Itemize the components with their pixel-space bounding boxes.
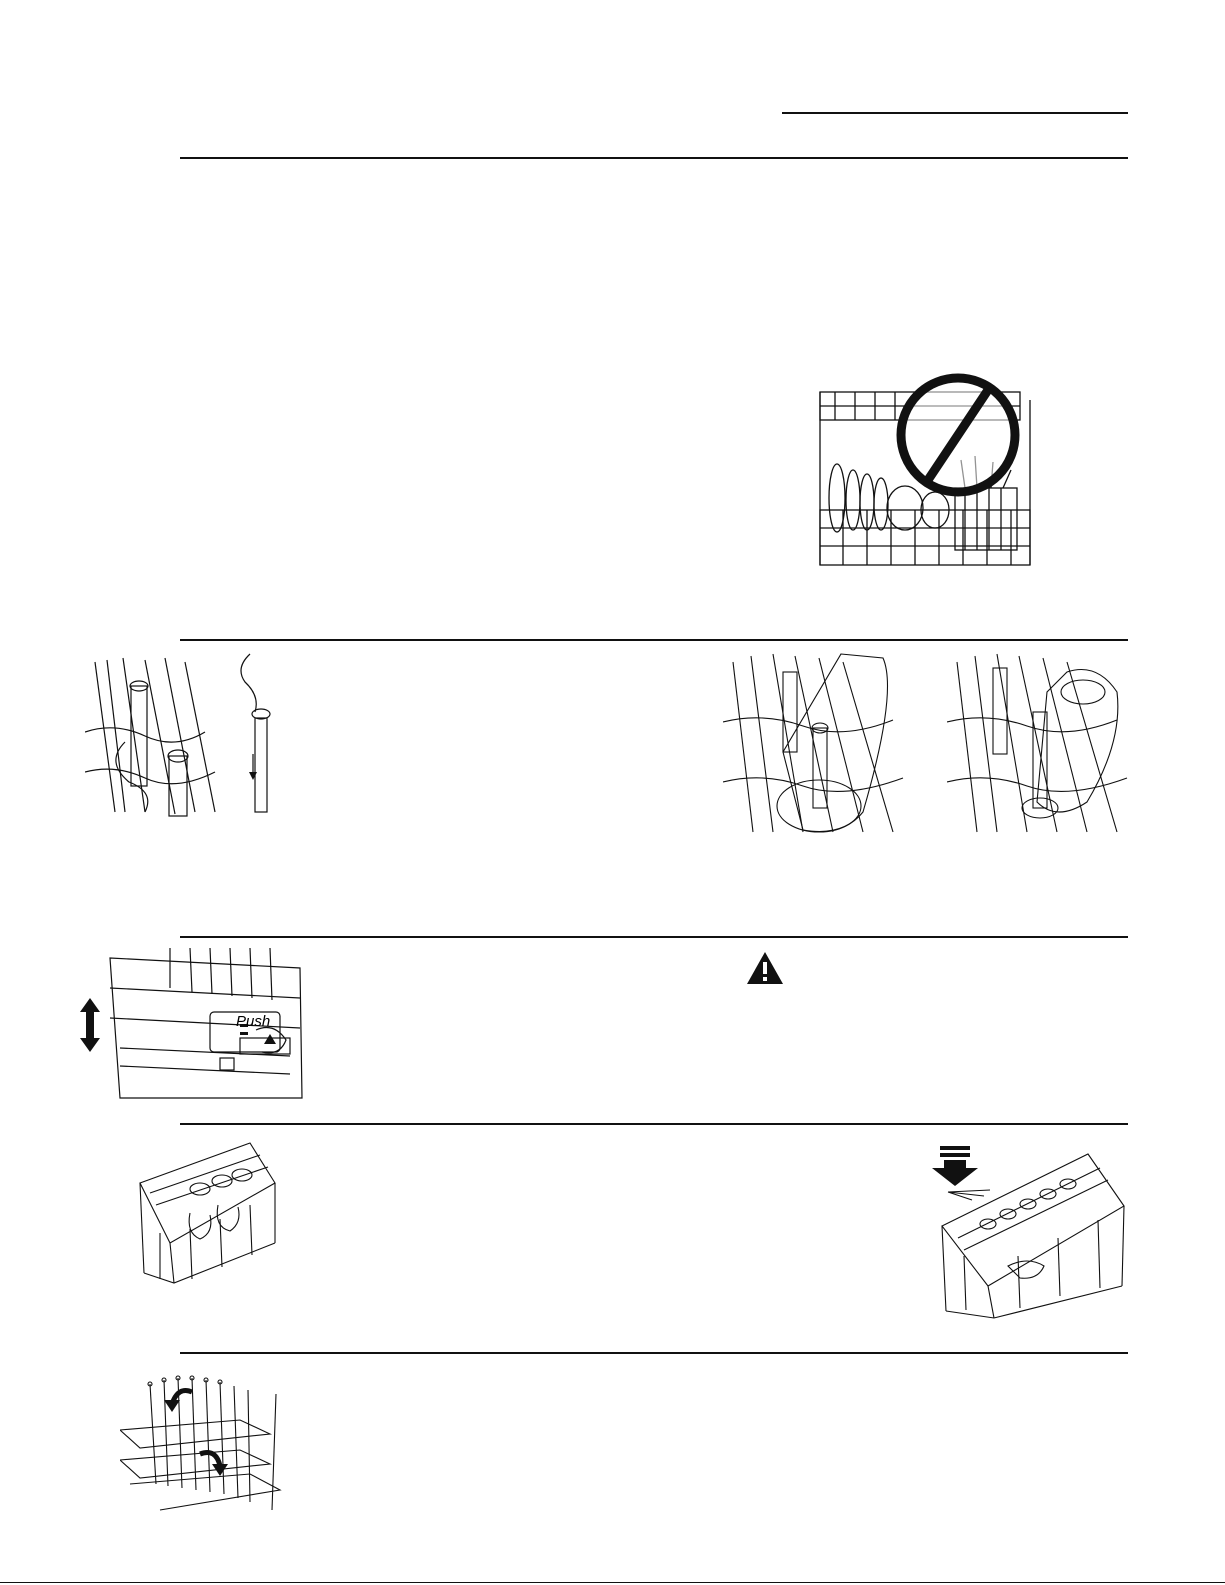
curved-arrow-icon bbox=[164, 1391, 192, 1413]
warning-triangle-icon bbox=[746, 951, 784, 985]
section-rule-2 bbox=[180, 936, 1128, 938]
up-down-arrow-icon bbox=[80, 998, 100, 1052]
footer-rule bbox=[0, 1582, 1225, 1583]
cup-shelf-figure-1 bbox=[130, 1133, 278, 1288]
section-rule-1 bbox=[180, 639, 1128, 641]
curved-arrow-icon bbox=[200, 1453, 228, 1477]
cup-shelf-figure-2 bbox=[928, 1146, 1128, 1321]
push-label: Push bbox=[236, 1013, 271, 1030]
tine-clip-figure bbox=[85, 652, 280, 817]
down-arrow-icon bbox=[932, 1146, 978, 1186]
header-rule-long bbox=[180, 157, 1128, 159]
rack-adjuster-figure bbox=[80, 948, 305, 1108]
glass-tine-figure-1 bbox=[723, 652, 905, 837]
glass-tine-figure-2 bbox=[947, 652, 1128, 837]
prohibited-sign-icon bbox=[901, 378, 1015, 492]
header-rule-short bbox=[782, 112, 1128, 114]
section-rule-3 bbox=[180, 1123, 1128, 1125]
section-rule-4 bbox=[180, 1352, 1128, 1354]
rack-no-load-figure bbox=[815, 370, 1040, 575]
folding-tines-figure bbox=[120, 1364, 285, 1514]
